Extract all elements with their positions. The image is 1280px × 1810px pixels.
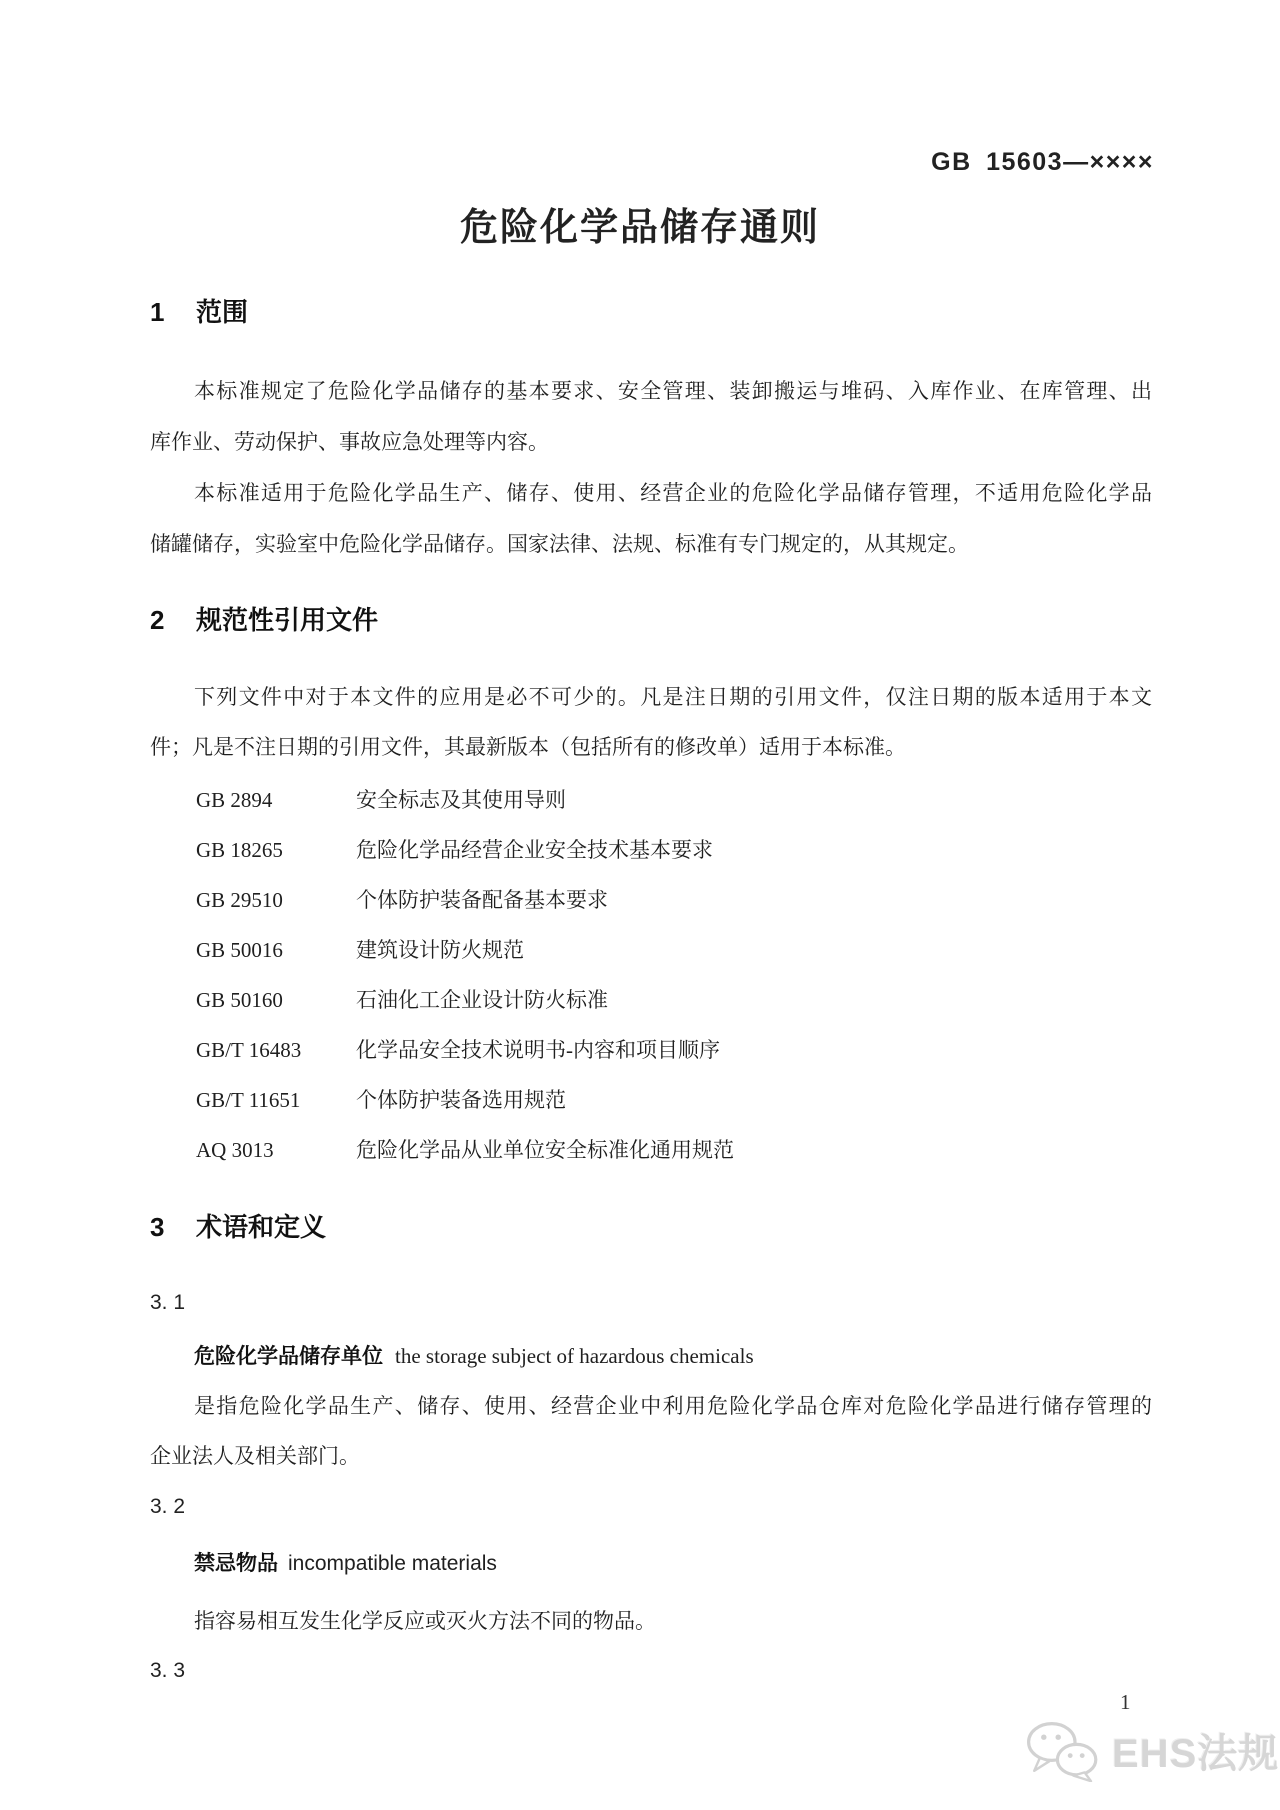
reference-title: 个体防护装备配备基本要求 [356, 888, 608, 912]
clause-number-3-2: 3. 2 [150, 1495, 186, 1518]
clause-number-3-1: 3. 1 [150, 1291, 186, 1314]
definition-line: 是指危险化学品生产、储存、使用、经营企业中利用危险化学品仓库对危险化学品进行储存管理的 [194, 1394, 1152, 1418]
reference-row [196, 1125, 734, 1175]
document-title: 危险化学品储存通则 [459, 207, 820, 249]
reference-title: 化学品安全技术说明书-内容和项目顺序 [356, 1038, 720, 1062]
reference-row [196, 1025, 720, 1075]
reference-code: GB/T 16483 [196, 1038, 302, 1062]
reference-code: AQ 3013 [196, 1138, 274, 1162]
term-english: the storage subject of hazardous chemicals [395, 1344, 754, 1368]
reference-title: 石油化工企业设计防火标准 [356, 988, 608, 1012]
paragraph-line: 本标准适用于危险化学品生产、储存、使用、经营企业的危险化学品储存管理，不适用危险化学品 [194, 481, 1152, 505]
reference-code: GB 50016 [196, 938, 283, 962]
section-3-heading [150, 1202, 326, 1252]
section-2-heading [150, 595, 378, 645]
term-chinese: 危险化学品储存单位 [194, 1345, 383, 1368]
watermark-text: EHS法规 [1112, 1731, 1280, 1776]
clause-number-3-3: 3. 3 [150, 1659, 186, 1682]
term-english: incompatible materials [288, 1552, 497, 1575]
reference-title: 安全标志及其使用导则 [356, 788, 566, 812]
definition-line: 企业法人及相关部门。 [150, 1444, 360, 1468]
reference-row [196, 975, 608, 1025]
section-title: 范围 [196, 297, 249, 327]
definition-line: 指容易相互发生化学反应或灭火方法不同的物品。 [194, 1609, 656, 1633]
section-number: 3 [150, 1212, 165, 1242]
term-line [150, 1542, 1152, 1586]
reference-title: 个体防护装备选用规范 [356, 1088, 566, 1112]
reference-code: GB 50160 [196, 988, 283, 1012]
paragraph-line: 库作业、劳动保护、事故应急处理等内容。 [150, 430, 549, 454]
watermark [1022, 1718, 1279, 1782]
reference-row [196, 925, 524, 975]
reference-code: GB 18265 [196, 838, 283, 862]
page-number: 1 [1120, 1690, 1131, 1714]
paragraph-line: 储罐储存，实验室中危险化学品储存。国家法律、法规、标准有专门规定的，从其规定。 [150, 532, 969, 556]
paragraph-line: 件；凡是不注日期的引用文件，其最新版本（包括所有的修改单）适用于本标准。 [150, 735, 906, 759]
reference-code: GB/T 11651 [196, 1088, 301, 1112]
reference-code: GB 2894 [196, 788, 273, 812]
section-number: 1 [150, 297, 165, 327]
paragraph-line: 下列文件中对于本文件的应用是必不可少的。凡是注日期的引用文件，仅注日期的版本适用于本文 [194, 685, 1152, 709]
reference-row [196, 825, 713, 875]
section-number: 2 [150, 605, 165, 635]
standard-number: GB 15603—×××× [931, 148, 1154, 176]
reference-row [196, 1075, 566, 1125]
reference-title: 建筑设计防火规范 [356, 938, 524, 962]
section-1-heading [150, 287, 248, 337]
reference-row [196, 775, 566, 825]
reference-row [196, 875, 608, 925]
reference-code: GB 29510 [196, 888, 283, 912]
paragraph-line: 本标准规定了危险化学品储存的基本要求、安全管理、装卸搬运与堆码、入库作业、在库管理、出 [194, 379, 1152, 403]
section-title: 规范性引用文件 [196, 605, 379, 635]
reference-title: 危险化学品从业单位安全标准化通用规范 [356, 1138, 734, 1162]
wechat-icon [1022, 1718, 1104, 1782]
reference-title: 危险化学品经营企业安全技术基本要求 [356, 838, 713, 862]
section-title: 术语和定义 [196, 1212, 327, 1242]
term-line [150, 1334, 1152, 1378]
term-chinese: 禁忌物品 [194, 1552, 278, 1575]
